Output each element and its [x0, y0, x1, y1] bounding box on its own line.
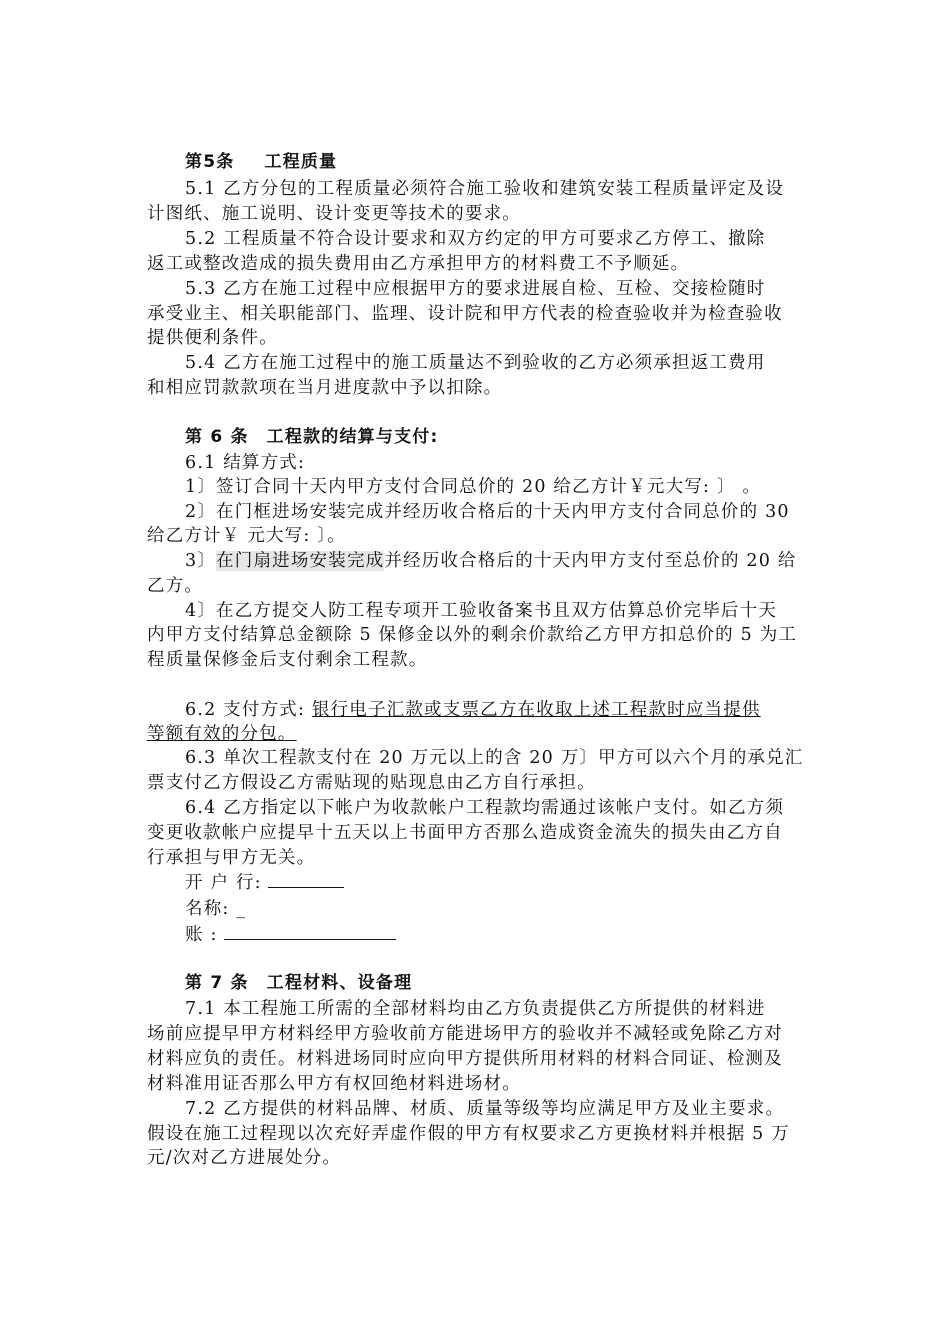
highlighted-text: 在门扇进场安装完成: [216, 551, 385, 571]
payment-item-4-line2: 内甲方支付结算总金额除 5 保修金以外的剩余价款给乙方甲方扣总价的 5 为工: [147, 625, 798, 645]
clause-6-4-line1: 6.4 乙方指定以下帐户为收款帐户工程款均需通过该帐户支付。如乙方须: [185, 798, 785, 818]
heading-title: 工程质量: [264, 152, 338, 172]
heading-number: 第 6 条: [185, 427, 249, 447]
clause-6-2-line2: 等额有效的分包。: [147, 724, 297, 744]
clause-6-1: 6.1 结算方式:: [185, 453, 306, 473]
section-7-heading: [185, 971, 412, 995]
item-number: 3〕: [185, 551, 217, 571]
clause-7-2-line1: 7.2 乙方提供的材料品牌、材质、质量等级等均应满足甲方及业主要求。: [185, 1099, 785, 1119]
clause-6-2-line1: [185, 698, 761, 722]
payment-item-3-line1: [185, 549, 797, 573]
clause-6-3-line2: 票支付乙方假设乙方需贴现的贴现息由乙方自行承担。: [147, 773, 596, 793]
clause-5-3-line3: 提供便利条件。: [147, 328, 278, 348]
payment-item-1: 1〕签订合同十天内甲方支付合同总价的 20 给乙方计￥元大写: 〕 。: [185, 477, 762, 497]
clause-6-4-line3: 行承担与甲方无关。: [147, 848, 316, 868]
clause-7-2-line3: 元/次对乙方进展处分。: [147, 1148, 342, 1168]
clause-5-4-line2: 和相应罚款款项在当月进度款中予以扣除。: [147, 378, 503, 398]
clause-6-4-line2: 变更收款帐户应提早十五天以上书面甲方否那么造成资金流失的损失由乙方自: [147, 823, 783, 843]
clause-7-1-line2: 场前应提早甲方材料经甲方验收前方能进场甲方的验收并不减轻或免除乙方对: [147, 1024, 783, 1044]
bank-field: [185, 871, 344, 895]
bank-blank: [268, 871, 344, 888]
heading-title: 工程材料、设备理: [266, 973, 413, 993]
clause-5-3-line1: 5.3 乙方在施工过程中应根据甲方的要求进展自检、互检、交接检随时: [185, 279, 766, 299]
clause-5-1-line2: 计图纸、施工说明、设计变更等技术的要求。: [147, 204, 521, 224]
payment-method-value: 银行电子汇款或支票乙方在收取上述工程款时应当提供: [311, 700, 761, 720]
clause-7-1-line3: 材料应负的责任。材料进场同时应向甲方提供所用材料的材料合同证、检测及: [147, 1049, 783, 1069]
heading-title: 工程款的结算与支付:: [266, 427, 439, 447]
name-label: 名称:: [185, 899, 237, 919]
payment-item-2-line2: 给乙方计￥ 元大写: 〕。: [147, 526, 346, 546]
bank-label: 开 户 行:: [185, 873, 269, 893]
clause-6-3-line1: 6.3 单次工程款支付在 20 万元以上的含 20 万〕甲方可以六个月的承兑汇: [185, 748, 804, 768]
clause-7-1-line1: 7.1 本工程施工所需的全部材料均由乙方负责提供乙方所提供的材料进: [185, 999, 766, 1019]
payment-item-4-line1: 4〕在乙方提交人防工程专项开工验收备案书且双方估算总价完毕后十天: [185, 601, 778, 621]
section-5-heading: [185, 150, 337, 174]
heading-number: 第 7 条: [185, 973, 249, 993]
clause-7-1-line4: 材料准用证否那么甲方有权回绝材料进场材。: [147, 1074, 521, 1094]
clause-5-3-line2: 承受业主、相关职能部门、监理、设计院和甲方代表的检查验收并为检查验收: [147, 304, 783, 324]
clause-5-2-line1: 5.2 工程质量不符合设计要求和双方约定的甲方可要求乙方停工、撤除: [185, 229, 766, 249]
section-6-heading: [185, 425, 438, 449]
payment-item-2-line1: 2〕在门框进场安装完成并经历收合格后的十天内甲方支付合同总价的 30: [185, 502, 790, 522]
clause-5-2-line2: 返工或整改造成的损失费用由乙方承担甲方的材料费工不予顺延。: [147, 254, 690, 274]
heading-number: 第5条: [185, 152, 235, 172]
clause-5-4-line1: 5.4 乙方在施工过程中的施工质量达不到验收的乙方必须承担返工费用: [185, 353, 766, 373]
name-blank: _: [236, 899, 247, 919]
clause-5-1-line1: 5.1 乙方分包的工程质量必须符合施工验收和建筑安装工程质量评定及设: [185, 179, 785, 199]
account-field: [185, 923, 396, 947]
account-blank: [224, 923, 396, 940]
payment-item-3-line2: 乙方。: [147, 576, 204, 596]
payment-method-label: 6.2 支付方式:: [185, 700, 312, 720]
payment-item-4-line3: 程质量保修金后支付剩余工程款。: [147, 650, 428, 670]
account-label: 账 :: [185, 925, 225, 945]
clause-7-2-line2: 假设在施工过程现以次充好弄虚作假的甲方有权要求乙方更换材料并根据 5 万: [147, 1124, 790, 1144]
name-field: [185, 897, 246, 921]
item-text: 并经历收合格后的十天内甲方支付至总价的 20 给: [384, 551, 797, 571]
